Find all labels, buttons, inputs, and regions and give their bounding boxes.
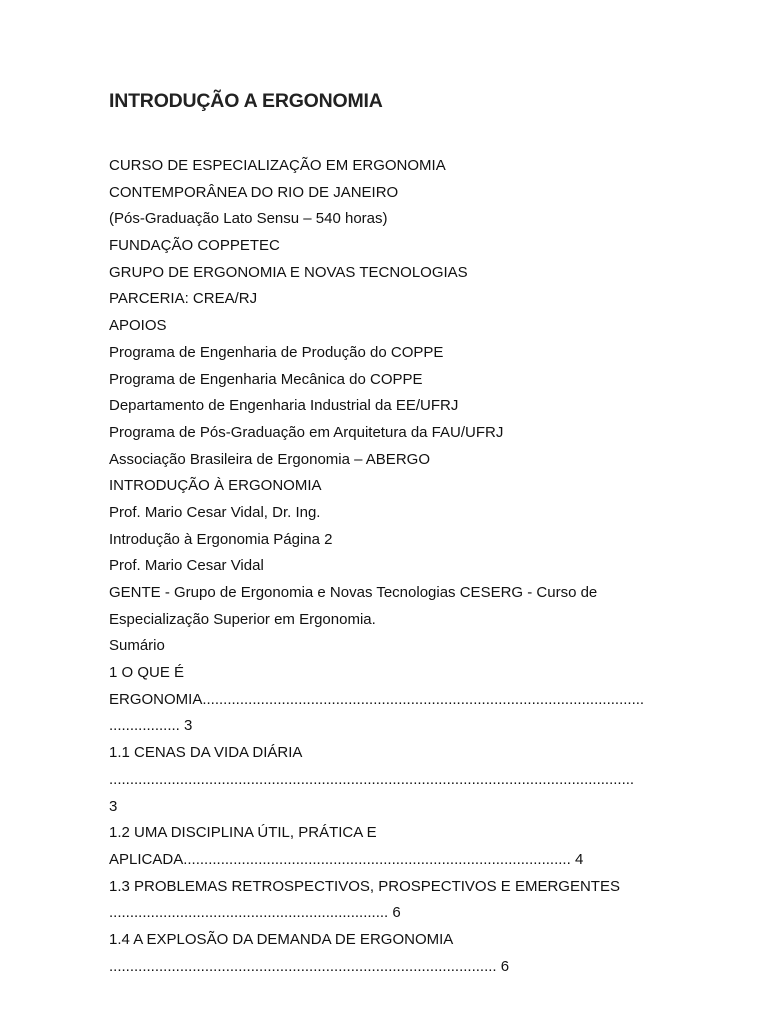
toc-entry-page: 3 bbox=[109, 797, 118, 815]
toc-entry-leader: ................................................................... 6 bbox=[109, 904, 401, 922]
text-line: Especialização Superior em Ergonomia. bbox=[109, 610, 376, 628]
text-line: Prof. Mario Cesar Vidal bbox=[109, 557, 264, 575]
toc-entry-leader: APLICADA............................................................................................. 4 bbox=[109, 850, 584, 868]
text-line: Departamento de Engenharia Industrial da EE/UFRJ bbox=[109, 397, 459, 415]
toc-heading: Sumário bbox=[109, 637, 165, 655]
text-line: GENTE - Grupo de Ergonomia e Novas Tecnologias CESERG - Curso de bbox=[109, 584, 598, 601]
text-line: Programa de Pós-Graduação em Arquitetura da FAU/UFRJ bbox=[109, 423, 504, 441]
text-line: (Pós-Graduação Lato Sensu – 540 horas) bbox=[109, 210, 388, 228]
toc-entry-leader: .............................................................................................................................. bbox=[109, 770, 635, 788]
text-line: FUNDAÇÃO COPPETEC bbox=[109, 237, 280, 255]
document-title: INTRODUÇÃO A ERGONOMIA bbox=[109, 90, 383, 112]
toc-entry-text: 1.4 A EXPLOSÃO DA DEMANDA DE ERGONOMIA bbox=[109, 930, 454, 948]
text-line: Introdução à Ergonomia Página 2 bbox=[109, 530, 333, 548]
text-line: Programa de Engenharia de Produção do COPPE bbox=[109, 343, 444, 361]
toc-entry-text: 1 O QUE É bbox=[109, 664, 185, 682]
toc-entry-leader: ERGONOMIA.......................................................................................................... bbox=[109, 690, 645, 708]
text-line: APOIOS bbox=[109, 317, 167, 335]
toc-entry-text: 1.2 UMA DISCIPLINA ÚTIL, PRÁTICA E bbox=[109, 824, 377, 842]
text-line: GRUPO DE ERGONOMIA E NOVAS TECNOLOGIAS bbox=[109, 263, 468, 281]
toc-entry-text: 1.3 PROBLEMAS RETROSPECTIVOS, PROSPECTIVOS E EMERGENTES bbox=[109, 877, 620, 895]
text-line: Programa de Engenharia Mecânica do COPPE bbox=[109, 370, 423, 388]
text-line: Prof. Mario Cesar Vidal, Dr. Ing. bbox=[109, 503, 321, 521]
toc-entry-leader: ............................................................................................. 6 bbox=[109, 957, 510, 975]
document-body bbox=[109, 153, 669, 980]
text-line: CURSO DE ESPECIALIZAÇÃO EM ERGONOMIA bbox=[109, 157, 446, 174]
toc-entry-page: ................. 3 bbox=[109, 717, 193, 735]
text-line: Associação Brasileira de Ergonomia – ABERGO bbox=[109, 450, 430, 468]
text-line: INTRODUÇÃO À ERGONOMIA bbox=[109, 477, 322, 495]
text-line: PARCERIA: CREA/RJ bbox=[109, 290, 258, 308]
text-line: CONTEMPORÂNEA DO RIO DE JANEIRO bbox=[109, 183, 399, 201]
toc-entry-text: 1.1 CENAS DA VIDA DIÁRIA bbox=[109, 744, 303, 762]
